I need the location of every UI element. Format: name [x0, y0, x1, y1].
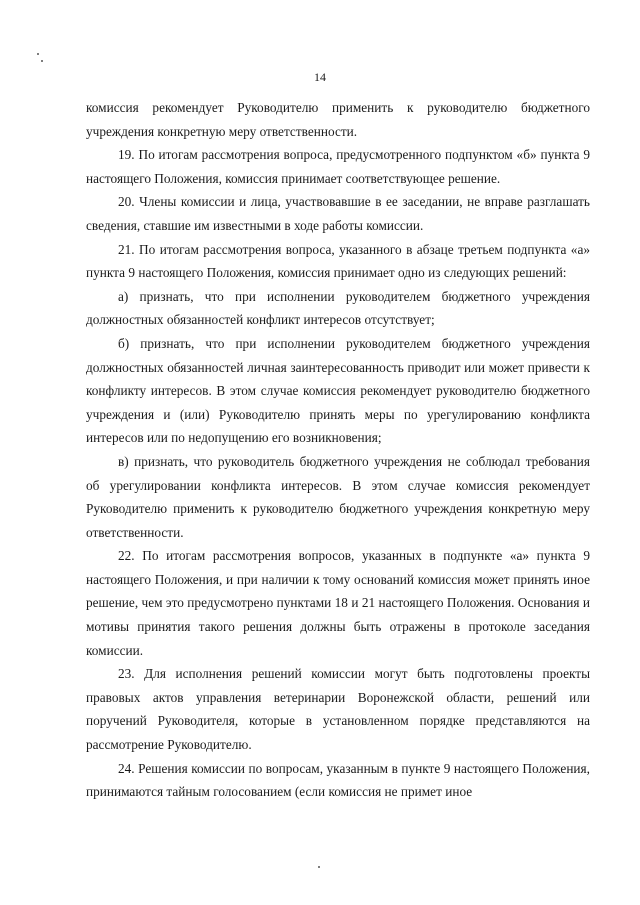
- paragraph-21-a: а) признать, что при исполнении руководителем бюджетного учреждения должностных обязанностей конфликт интересов отсутствует;: [86, 288, 590, 328]
- scan-speck: [318, 866, 320, 868]
- paragraph-22: 22. По итогам рассмотрения вопросов, указанных в подпункте «а» пункта 9 настоящего Положения, и при наличии к тому оснований комиссия может принять иное решение, чем это предусмотрено пунктами 18 и 21 настоящего Положения. Основания и мотивы принятия такого решения должны быть отражены в протоколе заседания комиссии.: [86, 548, 590, 658]
- paragraph-24: 24. Решения комиссии по вопросам, указанным в пункте 9 настоящего Положения, принимаются тайным голосованием (если комиссия не примет иное: [86, 760, 590, 800]
- paragraph-20: 20. Члены комиссии и лица, участвовавшие в ее заседании, не вправе разглашать сведения, ставшие им известными в ходе работы комиссии.: [86, 194, 590, 233]
- paragraph-21: 21. По итогам рассмотрения вопроса, указанного в абзаце третьем подпункта «а» пункта 9 настоящего Положения, комиссия принимает одно из следующих решений:: [86, 241, 590, 281]
- scan-speck: [41, 60, 43, 62]
- paragraph-continuation: комиссия рекомендует Руководителю применить к руководителю бюджетного учреждения конкретную меру ответственности.: [86, 100, 590, 139]
- page-number: 14: [314, 70, 326, 84]
- paragraph-21-b: б) признать, что при исполнении руководителем бюджетного учреждения должностных обязанностей личная заинтересованность приводит или может привести к конфликту интересов. В этом случае комиссия рекомендует руководителю бюджетного учреждения и (или) Руководителю принять меры по урегулированию конфликта интересов или по недопущению его возникновения;: [86, 335, 590, 446]
- document-body: [86, 96, 590, 804]
- paragraph-19: 19. По итогам рассмотрения вопроса, предусмотренного подпунктом «б» пункта 9 настоящего Положения, комиссия принимает соответствующее решение.: [86, 147, 590, 186]
- paragraph-23: 23. Для исполнения решений комиссии могут быть подготовлены проекты правовых актов управления ветеринарии Воронежской области, решений или поручений Руководителя, которые в установленном порядке представляются на рассмотрение Руководителю.: [86, 666, 590, 753]
- scan-speck: [37, 53, 39, 55]
- paragraph-21-c: в) признать, что руководитель бюджетного учреждения не соблюдал требования об урегулировании конфликта интересов. В этом случае комиссия рекомендует Руководителю применить к руководителю бюджетного учреждения конкретную меру ответственности.: [86, 453, 590, 540]
